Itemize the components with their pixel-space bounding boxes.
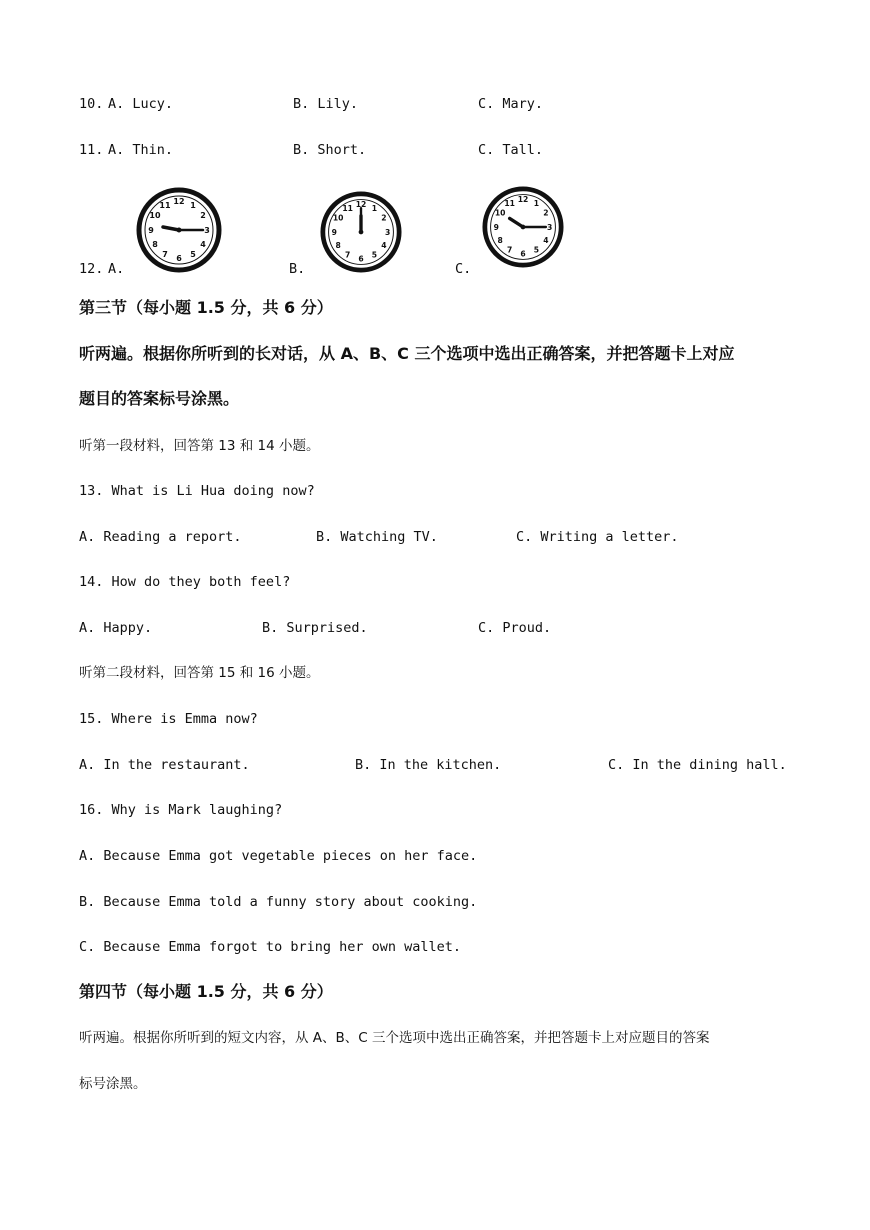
section4-instruction-line1: 听两遍。根据你所听到的短文内容，从 A、B、C 三个选项中选出正确答案，并把答题卡上对应题目的答案 (79, 1030, 710, 1046)
svg-text:2: 2 (543, 208, 549, 218)
svg-text:10: 10 (494, 208, 506, 218)
section3-instruction-line1: 听两遍。根据你所听到的长对话，从 A、B、C 三个选项中选出正确答案，并把答题卡上对应 (79, 344, 735, 363)
q13-question: 13. What is Li Hua doing now? (79, 483, 315, 499)
q10-option-c: C. Mary. (478, 96, 544, 112)
svg-text:5: 5 (371, 250, 377, 260)
clock-b-icon (320, 191, 402, 273)
q10-number: 10. (79, 96, 104, 112)
section4-title: 第四节（每小题 1.5 分，共 6 分） (79, 982, 333, 1001)
q10-option-a: A. Lucy. (108, 96, 174, 112)
q12-option-c: C. (455, 261, 472, 277)
q15-option-a: A. In the restaurant. (79, 757, 250, 773)
svg-text:1: 1 (371, 204, 377, 214)
q14-option-a: A. Happy. (79, 620, 153, 636)
q14-question: 14. How do they both feel? (79, 574, 291, 590)
clock-a-icon (136, 187, 222, 273)
svg-text:3: 3 (385, 227, 391, 237)
q16-question: 16. Why is Mark laughing? (79, 802, 283, 818)
svg-text:10: 10 (332, 213, 344, 223)
q14-option-c: C. Proud. (478, 620, 552, 636)
svg-text:4: 4 (200, 240, 206, 249)
q16-option-c: C. Because Emma forgot to bring her own wallet. (79, 939, 462, 955)
svg-text:3: 3 (547, 222, 553, 232)
svg-text:6: 6 (520, 249, 526, 259)
clock-c-icon (482, 186, 564, 268)
svg-text:1: 1 (533, 199, 539, 209)
q12-number: 12. (79, 261, 104, 277)
section3-instruction-line2: 题目的答案标号涂黑。 (79, 389, 240, 408)
svg-text:12: 12 (355, 200, 367, 210)
svg-text:5: 5 (190, 250, 196, 259)
q13-option-a: A. Reading a report. (79, 529, 242, 545)
q10-option-b: B. Lily. (293, 96, 359, 112)
q11-option-b: B. Short. (293, 142, 367, 158)
q16-option-a: A. Because Emma got vegetable pieces on her face. (79, 848, 478, 864)
svg-text:9: 9 (331, 227, 337, 237)
svg-text:7: 7 (507, 245, 513, 255)
q15-question: 15. Where is Emma now? (79, 711, 258, 727)
q15-option-b: B. In the kitchen. (355, 757, 502, 773)
q13-option-b: B. Watching TV. (316, 529, 438, 545)
svg-text:11: 11 (504, 199, 515, 209)
svg-text:11: 11 (159, 201, 171, 210)
section3-material1: 听第一段材料，回答第 13 和 14 小题。 (79, 438, 320, 454)
svg-text:2: 2 (381, 213, 387, 223)
q13-option-c: C. Writing a letter. (516, 529, 679, 545)
q14-option-b: B. Surprised. (262, 620, 368, 636)
q11-option-c: C. Tall. (478, 142, 544, 158)
q15-option-c: C. In the dining hall. (608, 757, 787, 773)
svg-text:7: 7 (345, 250, 351, 260)
svg-text:4: 4 (381, 241, 387, 251)
svg-text:6: 6 (358, 254, 364, 264)
svg-text:2: 2 (200, 211, 206, 220)
svg-text:8: 8 (335, 241, 341, 251)
section4-instruction-line2: 标号涂黑。 (79, 1076, 147, 1092)
q12-option-b: B. (289, 261, 306, 277)
svg-text:9: 9 (493, 222, 499, 232)
svg-text:9: 9 (148, 226, 154, 235)
svg-text:12: 12 (173, 197, 185, 206)
q11-option-a: A. Thin. (108, 142, 174, 158)
svg-text:3: 3 (204, 226, 210, 235)
svg-text:8: 8 (152, 240, 158, 249)
section3-title: 第三节（每小题 1.5 分，共 6 分） (79, 298, 333, 317)
svg-text:12: 12 (517, 195, 529, 205)
svg-text:10: 10 (149, 211, 161, 220)
svg-text:11: 11 (342, 204, 353, 214)
section3-material2: 听第二段材料，回答第 15 和 16 小题。 (79, 665, 320, 681)
svg-text:1: 1 (190, 201, 196, 210)
svg-text:6: 6 (176, 254, 182, 263)
q11-number: 11. (79, 142, 104, 158)
svg-text:7: 7 (162, 250, 168, 259)
svg-text:8: 8 (497, 236, 503, 246)
svg-text:5: 5 (533, 245, 539, 255)
q12-option-a: A. (108, 261, 125, 277)
svg-text:4: 4 (543, 236, 549, 246)
q16-option-b: B. Because Emma told a funny story about cooking. (79, 894, 478, 910)
